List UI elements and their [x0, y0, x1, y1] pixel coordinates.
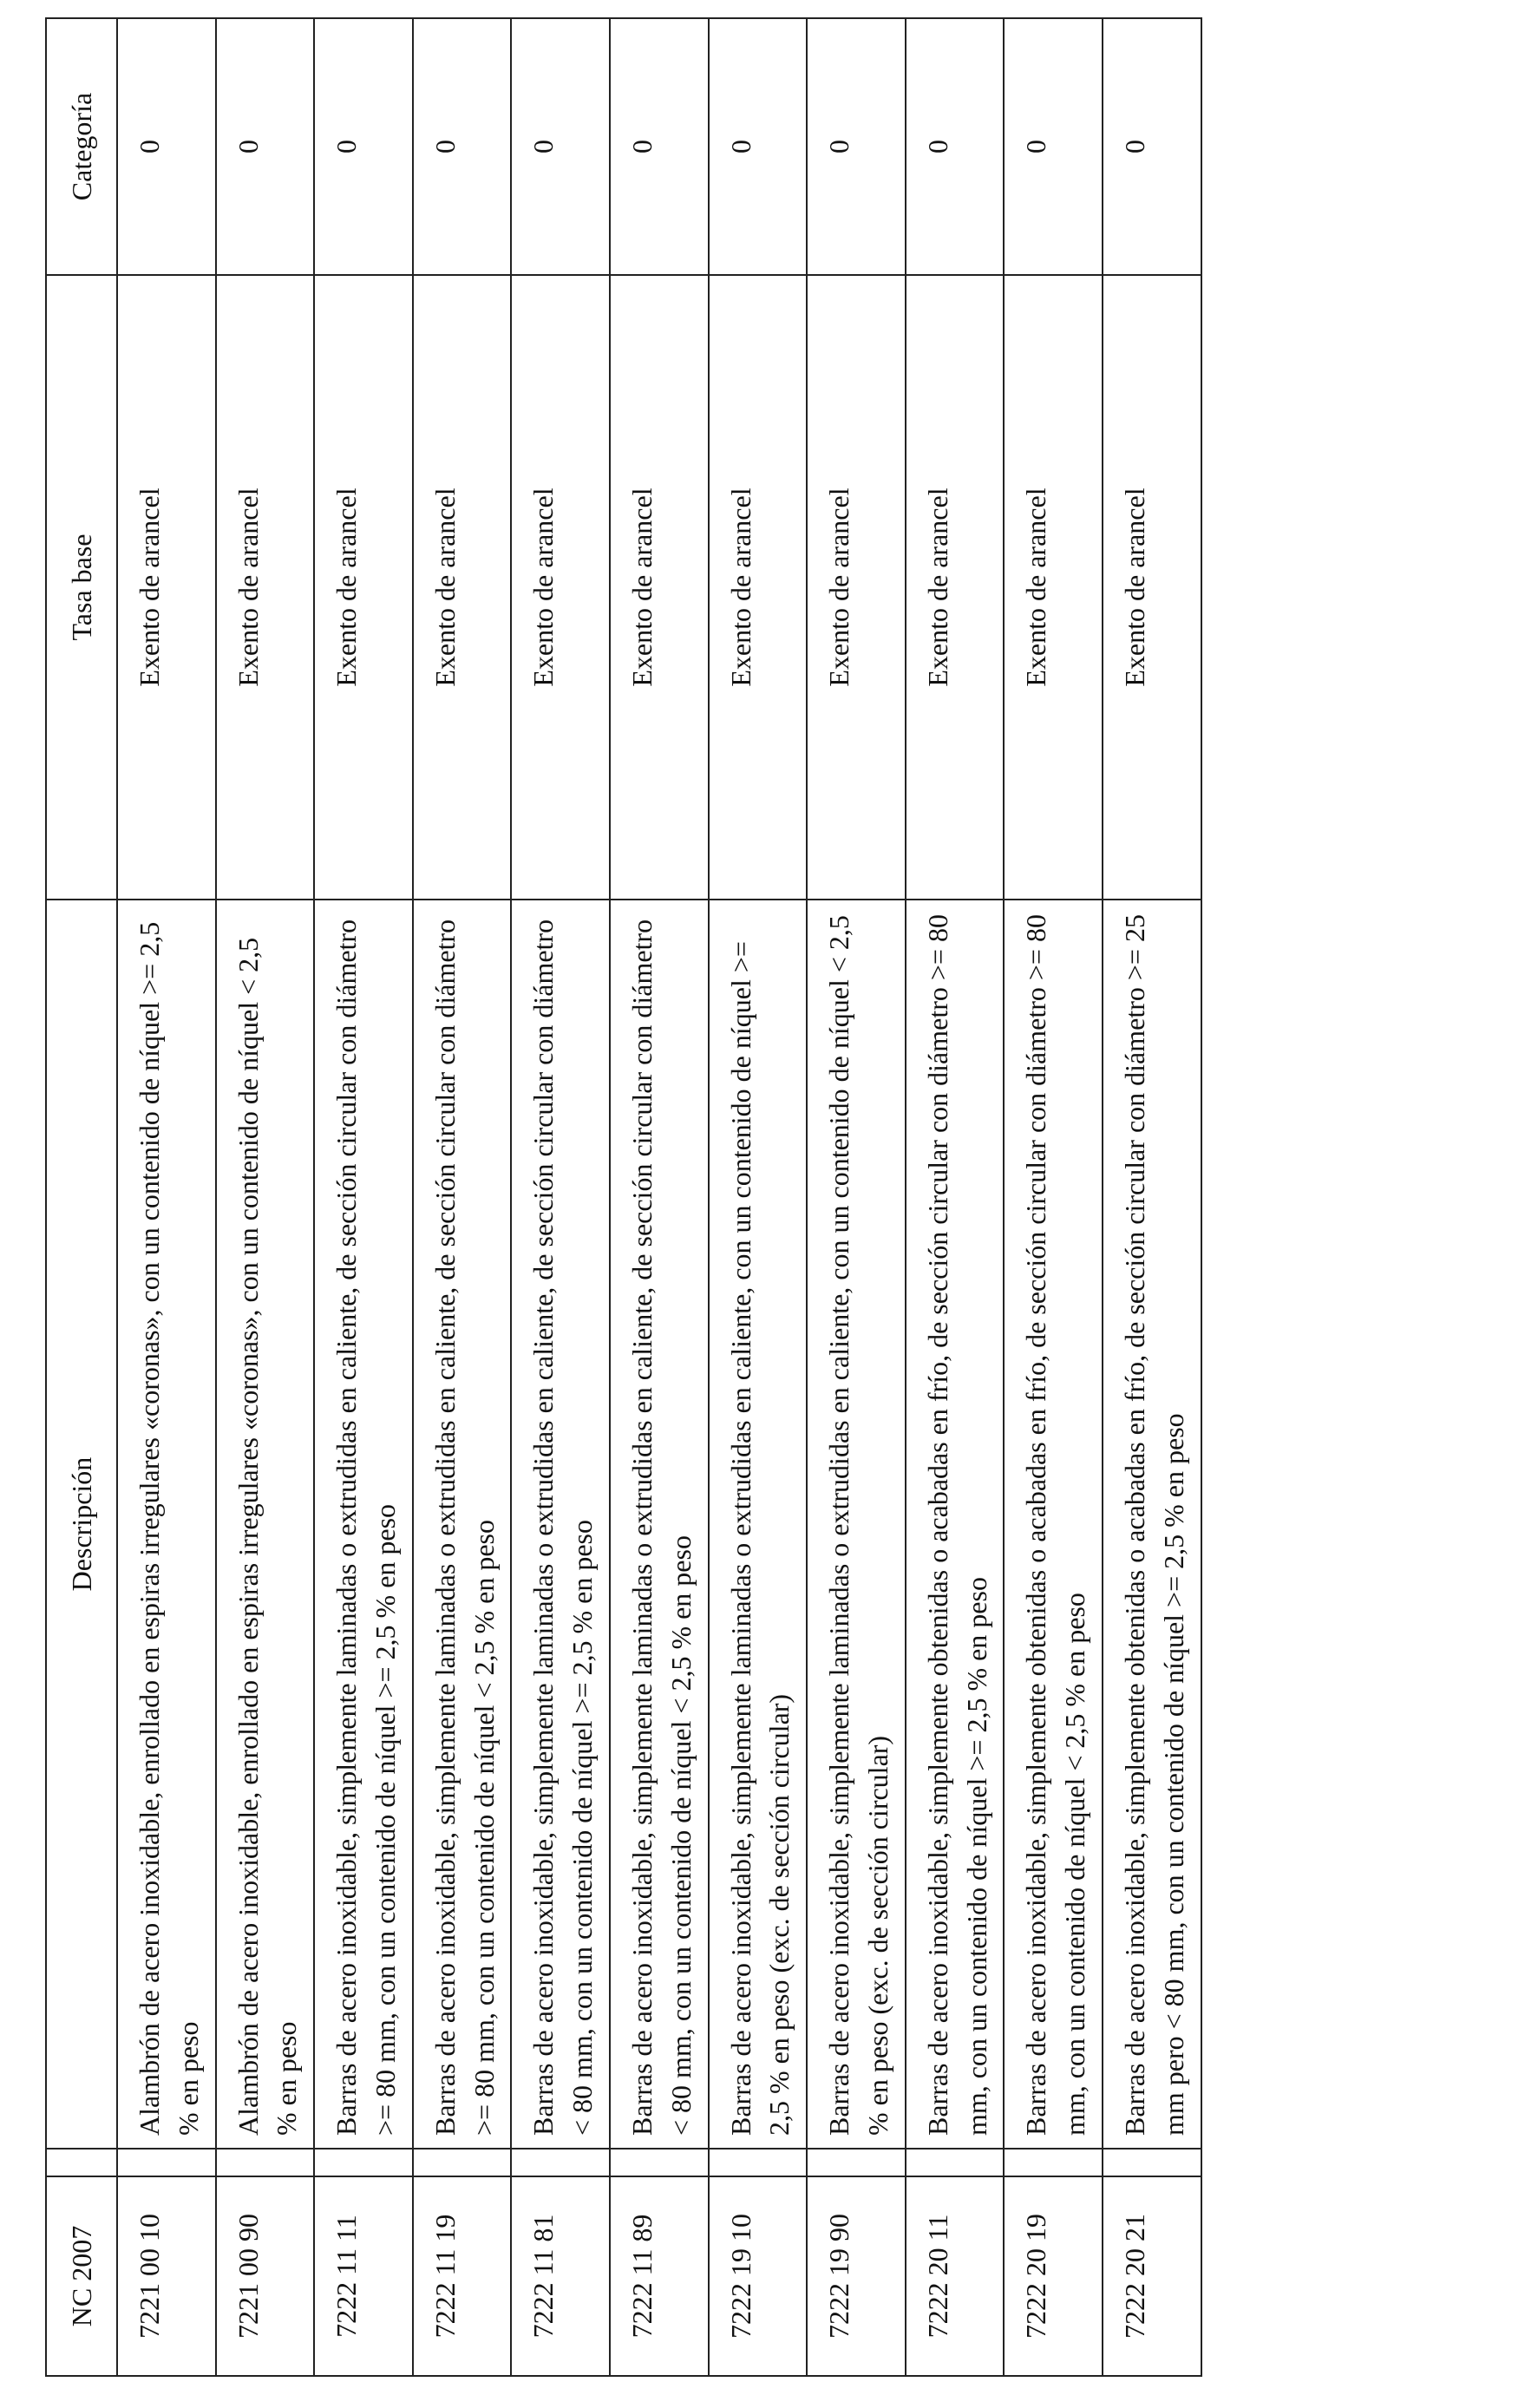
cell-description: Alambrón de acero inoxidable, enrollado en espiras irregulares «coronas», con un contenido de níquel < 2,5 % en peso [216, 900, 315, 2149]
cell-rate: Exento de arancel [314, 275, 413, 900]
cell-code: 7222 11 19 [413, 2176, 512, 2376]
cell-code: 7222 20 21 [1103, 2176, 1201, 2376]
cell-description: Barras de acero inoxidable, simplemente obtenidas o acabadas en frío, de sección circular con diámetro >= 25 mm pero < 80 mm, con un contenido de níquel >= 2,5 % en peso [1103, 900, 1201, 2149]
cell-category: 0 [906, 18, 1005, 275]
cell-code: 7222 11 81 [511, 2176, 610, 2376]
cell-category: 0 [314, 18, 413, 275]
table-row [314, 18, 413, 2376]
header-category: Categoría [46, 18, 117, 275]
cell-spacer [216, 2149, 315, 2176]
cell-rate: Exento de arancel [1004, 275, 1103, 900]
cell-category: 0 [117, 18, 216, 275]
cell-code: 7221 00 10 [117, 2176, 216, 2376]
header-rate: Tasa base [46, 275, 117, 900]
cell-category: 0 [413, 18, 512, 275]
cell-rate: Exento de arancel [511, 275, 610, 900]
cell-spacer [610, 2149, 709, 2176]
table-row [807, 18, 906, 2376]
cell-description: Barras de acero inoxidable, simplemente laminadas o extrudidas en caliente, de sección circular con diámetro >= 80 mm, con un contenido de níquel < 2,5 % en peso [413, 900, 512, 2149]
cell-spacer [511, 2149, 610, 2176]
table-row [511, 18, 610, 2376]
cell-spacer [807, 2149, 906, 2176]
cell-category: 0 [807, 18, 906, 275]
table-row [610, 18, 709, 2376]
cell-description: Alambrón de acero inoxidable, enrollado en espiras irregulares «coronas», con un contenido de níquel >= 2,5 % en peso [117, 900, 216, 2149]
table-row [709, 18, 808, 2376]
cell-description: Barras de acero inoxidable, simplemente obtenidas o acabadas en frío, de sección circular con diámetro >= 80 mm, con un contenido de níquel < 2,5 % en peso [1004, 900, 1103, 2149]
cell-description: Barras de acero inoxidable, simplemente laminadas o extrudidas en caliente, con un contenido de níquel < 2,5 % en peso (exc. de sección circular) [807, 900, 906, 2149]
cell-category: 0 [1004, 18, 1103, 275]
table-row [1103, 18, 1201, 2376]
table-body [117, 18, 1201, 2376]
cell-code: 7222 11 11 [314, 2176, 413, 2376]
table-row [906, 18, 1005, 2376]
cell-category: 0 [610, 18, 709, 275]
cell-rate: Exento de arancel [906, 275, 1005, 900]
cell-description: Barras de acero inoxidable, simplemente obtenidas o acabadas en frío, de sección circular con diámetro >= 80 mm, con un contenido de níquel >= 2,5 % en peso [906, 900, 1005, 2149]
table-row [1004, 18, 1103, 2376]
cell-rate: Exento de arancel [610, 275, 709, 900]
cell-rate: Exento de arancel [216, 275, 315, 900]
cell-description: Barras de acero inoxidable, simplemente laminadas o extrudidas en caliente, de sección circular con diámetro < 80 mm, con un contenido de níquel < 2,5 % en peso [610, 900, 709, 2149]
table-header-row [46, 18, 117, 2376]
cell-rate: Exento de arancel [413, 275, 512, 900]
cell-code: 7221 00 90 [216, 2176, 315, 2376]
table-row [117, 18, 216, 2376]
cell-spacer [413, 2149, 512, 2176]
tariff-table [45, 17, 1202, 2377]
cell-description: Barras de acero inoxidable, simplemente laminadas o extrudidas en caliente, de sección circular con diámetro < 80 mm, con un contenido de níquel >= 2,5 % en peso [511, 900, 610, 2149]
cell-spacer [906, 2149, 1005, 2176]
cell-category: 0 [1103, 18, 1201, 275]
cell-spacer [1004, 2149, 1103, 2176]
cell-rate: Exento de arancel [1103, 275, 1201, 900]
table-row [216, 18, 315, 2376]
cell-code: 7222 19 90 [807, 2176, 906, 2376]
cell-category: 0 [511, 18, 610, 275]
rotated-page-content [45, 19, 1189, 2377]
cell-description: Barras de acero inoxidable, simplemente laminadas o extrudidas en caliente, de sección circular con diámetro >= 80 mm, con un contenido de níquel >= 2,5 % en peso [314, 900, 413, 2149]
cell-code: 7222 20 19 [1004, 2176, 1103, 2376]
cell-spacer [709, 2149, 808, 2176]
header-description: Descripción [46, 900, 117, 2149]
cell-rate: Exento de arancel [709, 275, 808, 900]
header-code: NC 2007 [46, 2176, 117, 2376]
cell-spacer [314, 2149, 413, 2176]
cell-rate: Exento de arancel [117, 275, 216, 900]
cell-category: 0 [709, 18, 808, 275]
cell-code: 7222 11 89 [610, 2176, 709, 2376]
cell-description: Barras de acero inoxidable, simplemente laminadas o extrudidas en caliente, con un contenido de níquel >= 2,5 % en peso (exc. de sección circular) [709, 900, 808, 2149]
table-row [413, 18, 512, 2376]
cell-spacer [1103, 2149, 1201, 2176]
cell-spacer [117, 2149, 216, 2176]
cell-rate: Exento de arancel [807, 275, 906, 900]
cell-code: 7222 20 11 [906, 2176, 1005, 2376]
cell-code: 7222 19 10 [709, 2176, 808, 2376]
header-spacer [46, 2149, 117, 2176]
cell-category: 0 [216, 18, 315, 275]
